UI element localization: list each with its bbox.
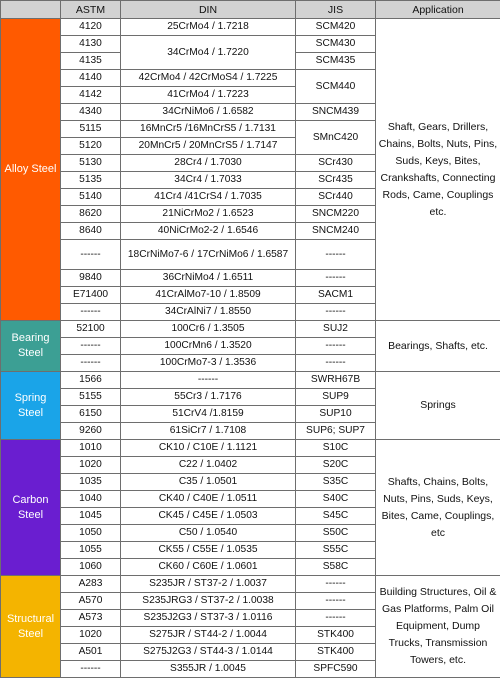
jis-cell: SCM440 — [296, 70, 376, 104]
astm-cell: 5135 — [61, 172, 121, 189]
astm-cell: A573 — [61, 610, 121, 627]
din-cell: 34CrMo4 / 1.7220 — [121, 36, 296, 70]
category-cell: Carbon Steel — [1, 440, 61, 576]
astm-cell: 4140 — [61, 70, 121, 87]
table-row — [1, 19, 500, 36]
jis-cell: S10C — [296, 440, 376, 457]
astm-cell: 5120 — [61, 138, 121, 155]
jis-cell: SACM1 — [296, 287, 376, 304]
astm-cell: 1020 — [61, 627, 121, 644]
jis-cell: ------ — [296, 304, 376, 321]
din-cell: S235JR / ST37-2 / 1.0037 — [121, 576, 296, 593]
application-cell: Springs — [376, 372, 500, 440]
table-row — [1, 576, 500, 593]
astm-cell: ------ — [61, 240, 121, 270]
din-cell: 41CrAlMo7-10 / 1.8509 — [121, 287, 296, 304]
jis-cell: STK400 — [296, 627, 376, 644]
jis-cell: SCM420 — [296, 19, 376, 36]
astm-cell: 4142 — [61, 87, 121, 104]
astm-cell: ------ — [61, 355, 121, 372]
jis-cell: SCr430 — [296, 155, 376, 172]
jis-cell: S20C — [296, 457, 376, 474]
astm-cell: 5140 — [61, 189, 121, 206]
astm-cell: 1035 — [61, 474, 121, 491]
din-cell: 100CrMn6 / 1.3520 — [121, 338, 296, 355]
jis-cell: SMnC420 — [296, 121, 376, 155]
jis-cell: SNCM439 — [296, 104, 376, 121]
din-cell: 55Cr3 / 1.7176 — [121, 389, 296, 406]
category-cell: Spring Steel — [1, 372, 61, 440]
din-cell: 61SiCr7 / 1.7108 — [121, 423, 296, 440]
din-cell: S275J2G3 / ST44-3 / 1.0144 — [121, 644, 296, 661]
din-cell: 21NiCrMo2 / 1.6523 — [121, 206, 296, 223]
jis-cell: ------ — [296, 240, 376, 270]
application-cell: Shaft, Gears, Drillers, Chains, Bolts, Nuts, Pins, Suds, Keys, Bites, Crankshafts, Connecting Rods, Came, Couplings etc. — [376, 19, 500, 321]
jis-cell: S45C — [296, 508, 376, 525]
category-cell: Structural Steel — [1, 576, 61, 678]
din-cell: 34Cr4 / 1.7033 — [121, 172, 296, 189]
astm-cell: 1050 — [61, 525, 121, 542]
din-cell: 40NiCrMo2-2 / 1.6546 — [121, 223, 296, 240]
jis-cell: SUP6; SUP7 — [296, 423, 376, 440]
din-cell: 42CrMo4 / 42CrMoS4 / 1.7225 — [121, 70, 296, 87]
astm-cell: 1055 — [61, 542, 121, 559]
header-jis: JIS — [296, 1, 376, 19]
din-cell: S235JRG3 / ST37-2 / 1.0038 — [121, 593, 296, 610]
astm-cell: 8640 — [61, 223, 121, 240]
din-cell: CK40 / C40E / 1.0511 — [121, 491, 296, 508]
header-row — [1, 1, 500, 19]
jis-cell: ------ — [296, 338, 376, 355]
header-category — [1, 1, 61, 19]
din-cell: CK60 / C60E / 1.0601 — [121, 559, 296, 576]
din-cell: CK55 / C55E / 1.0535 — [121, 542, 296, 559]
din-cell: C50 / 1.0540 — [121, 525, 296, 542]
category-cell: Alloy Steel — [1, 19, 61, 321]
din-cell: S355JR / 1.0045 — [121, 661, 296, 678]
jis-cell: SCr435 — [296, 172, 376, 189]
jis-cell: S58C — [296, 559, 376, 576]
astm-cell: A570 — [61, 593, 121, 610]
astm-cell: ------ — [61, 661, 121, 678]
din-cell: S275JR / ST44-2 / 1.0044 — [121, 627, 296, 644]
din-cell: 20MnCr5 / 20MnCrS5 / 1.7147 — [121, 138, 296, 155]
jis-cell: S55C — [296, 542, 376, 559]
astm-cell: 5115 — [61, 121, 121, 138]
jis-cell: SUJ2 — [296, 321, 376, 338]
astm-cell: 5155 — [61, 389, 121, 406]
header-din: DIN — [121, 1, 296, 19]
din-cell: 25CrMo4 / 1.7218 — [121, 19, 296, 36]
jis-cell: SNCM240 — [296, 223, 376, 240]
jis-cell: ------ — [296, 593, 376, 610]
din-cell: 51CrV4 /1.8159 — [121, 406, 296, 423]
astm-cell: 1020 — [61, 457, 121, 474]
table-row — [1, 372, 500, 389]
din-cell: S235J2G3 / ST37-3 / 1.0116 — [121, 610, 296, 627]
astm-cell: 8620 — [61, 206, 121, 223]
din-cell: 36CrNiMo4 / 1.6511 — [121, 270, 296, 287]
astm-cell: 1566 — [61, 372, 121, 389]
jis-cell: ------ — [296, 610, 376, 627]
jis-cell: S40C — [296, 491, 376, 508]
jis-cell: S35C — [296, 474, 376, 491]
jis-cell: STK400 — [296, 644, 376, 661]
astm-cell: 1060 — [61, 559, 121, 576]
astm-cell: 9840 — [61, 270, 121, 287]
table-row — [1, 321, 500, 338]
jis-cell: SPFC590 — [296, 661, 376, 678]
astm-cell: E71400 — [61, 287, 121, 304]
din-cell: ------ — [121, 372, 296, 389]
application-cell: Building Structures, Oil & Gas Platforms, Palm Oil Equipment, Dump Trucks, Transmission Towers, etc. — [376, 576, 500, 678]
application-cell: Shafts, Chains, Bolts, Nuts, Pins, Suds, Keys, Bites, Came, Couplings, etc — [376, 440, 500, 576]
jis-cell: ------ — [296, 576, 376, 593]
astm-cell: A283 — [61, 576, 121, 593]
jis-cell: SCr440 — [296, 189, 376, 206]
din-cell: 41Cr4 /41CrS4 / 1.7035 — [121, 189, 296, 206]
header-astm: ASTM — [61, 1, 121, 19]
astm-cell: 9260 — [61, 423, 121, 440]
astm-cell: 1040 — [61, 491, 121, 508]
jis-cell: ------ — [296, 355, 376, 372]
din-cell: 34CrAlNi7 / 1.8550 — [121, 304, 296, 321]
astm-cell: 4340 — [61, 104, 121, 121]
application-cell: Bearings, Shafts, etc. — [376, 321, 500, 372]
din-cell: C22 / 1.0402 — [121, 457, 296, 474]
din-cell: 28Cr4 / 1.7030 — [121, 155, 296, 172]
astm-cell: 5130 — [61, 155, 121, 172]
astm-cell: ------ — [61, 338, 121, 355]
din-cell: 16MnCr5 /16MnCrS5 / 1.7131 — [121, 121, 296, 138]
din-cell: CK45 / C45E / 1.0503 — [121, 508, 296, 525]
jis-cell: SCM430 — [296, 36, 376, 53]
category-cell: Bearing Steel — [1, 321, 61, 372]
astm-cell: 1010 — [61, 440, 121, 457]
din-cell: 34CrNiMo6 / 1.6582 — [121, 104, 296, 121]
astm-cell: 52100 — [61, 321, 121, 338]
jis-cell: SWRH67B — [296, 372, 376, 389]
jis-cell: S50C — [296, 525, 376, 542]
din-cell: C35 / 1.0501 — [121, 474, 296, 491]
jis-cell: SUP10 — [296, 406, 376, 423]
din-cell: 100Cr6 / 1.3505 — [121, 321, 296, 338]
table-row — [1, 440, 500, 457]
jis-cell: SNCM220 — [296, 206, 376, 223]
astm-cell: 4120 — [61, 19, 121, 36]
din-cell: 41CrMo4 / 1.7223 — [121, 87, 296, 104]
jis-cell: ------ — [296, 270, 376, 287]
din-cell: CK10 / C10E / 1.1121 — [121, 440, 296, 457]
astm-cell: ------ — [61, 304, 121, 321]
header-application: Application — [376, 1, 500, 19]
astm-cell: 6150 — [61, 406, 121, 423]
astm-cell: 1045 — [61, 508, 121, 525]
din-cell: 18CrNiMo7-6 / 17CrNiMo6 / 1.6587 — [121, 240, 296, 270]
din-cell: 100CrMo7-3 / 1.3536 — [121, 355, 296, 372]
jis-cell: SUP9 — [296, 389, 376, 406]
jis-cell: SCM435 — [296, 53, 376, 70]
astm-cell: A501 — [61, 644, 121, 661]
astm-cell: 4135 — [61, 53, 121, 70]
astm-cell: 4130 — [61, 36, 121, 53]
